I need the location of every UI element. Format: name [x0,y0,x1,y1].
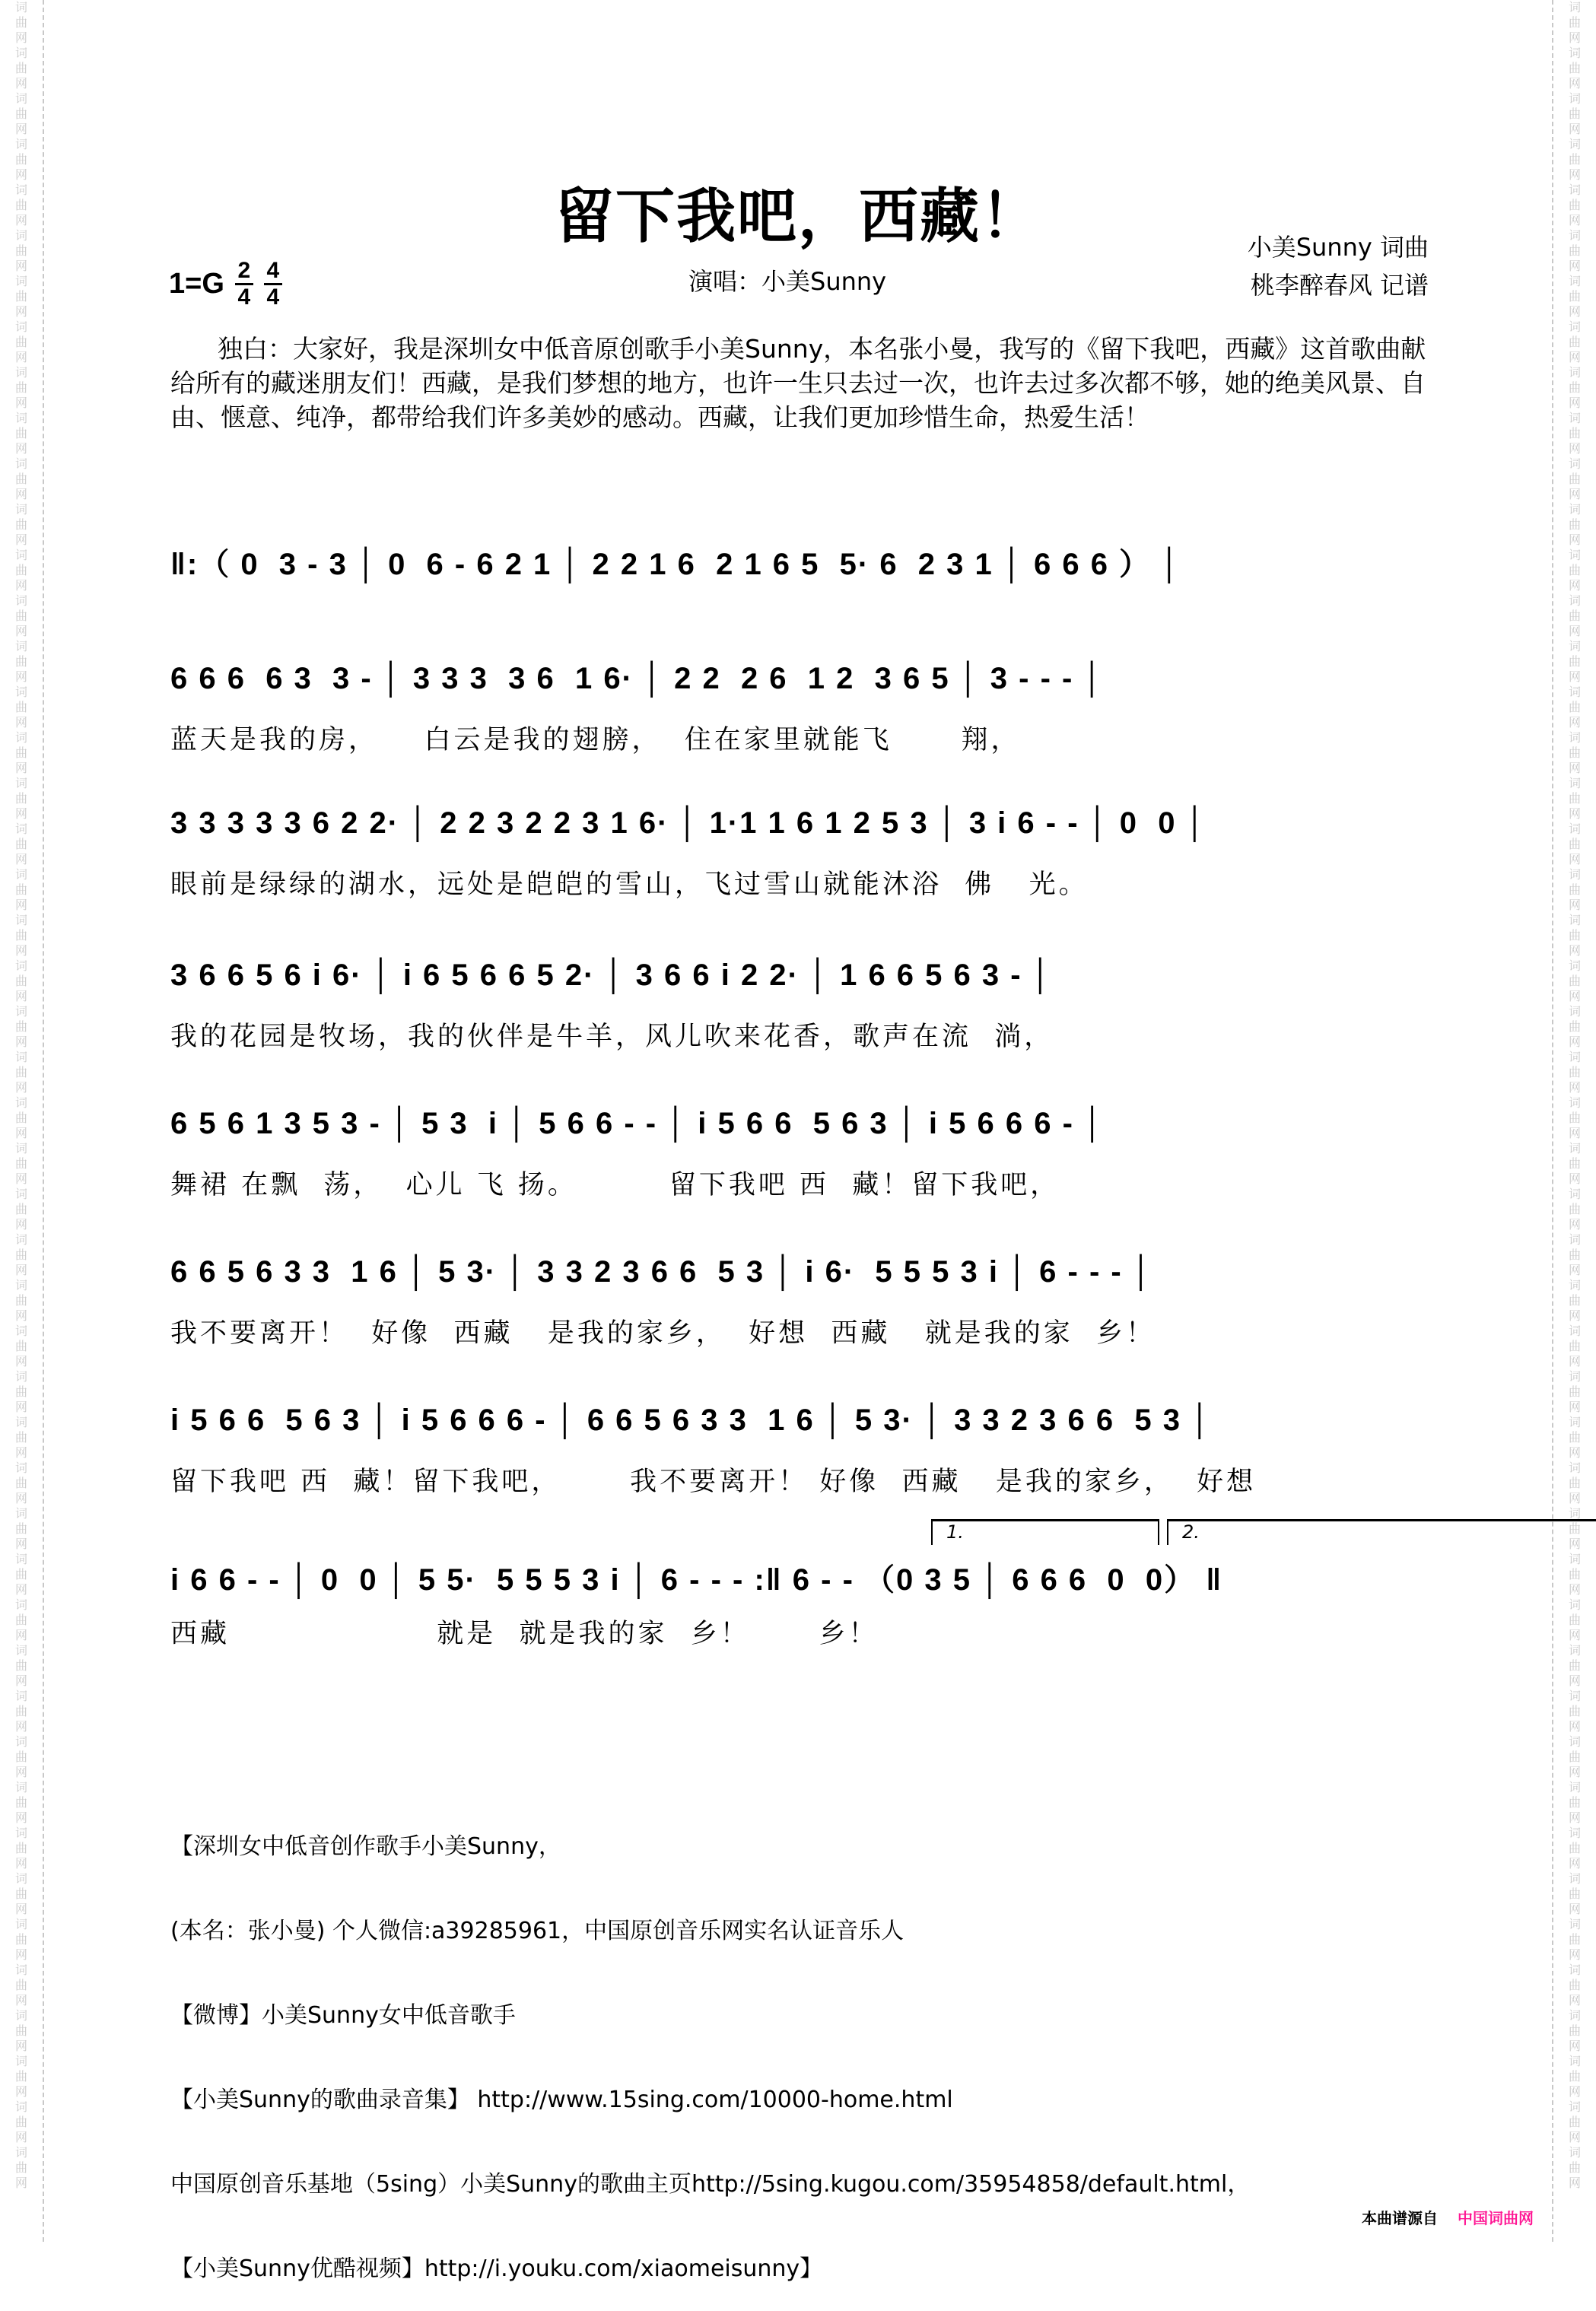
lyrics: 西藏 就是 就是我的家 乡！ 乡！ [170,1619,879,1649]
lyrics: 我的花园是牧场，我的伙伴是牛羊，风儿吹来花香，歌声在流 淌， [170,1022,1054,1052]
key-label: 1=G [169,268,224,300]
footer-line: 【微博】小美Sunny女中低音歌手 [170,2002,516,2029]
notation: 6 5 6 1 3 5 3 - │ 5 3 i │ 5 6 6 - - │ i 5 6 6 5 6 3 │ i 5 6 6 6 - │ [170,1107,1105,1140]
lyrics: 眼前是绿绿的湖水，远处是皑皑的雪山，飞过雪山就能沐浴 佛 光。 [170,869,1089,900]
notation: 3 6 6 5 6 i 6· │ i 6 5 6 6 5 2· │ 3 6 6 i 2 2· │ 1 6 6 5 6 3 - │ [170,958,1053,992]
watermark-right [1552,0,1596,2242]
time-signature-1: $\frac{2}{4}$ [235,260,253,308]
lyricist-composer: 小美Sunny 词曲 [1247,233,1429,262]
source-credit [1362,2206,1534,2228]
score-line [170,1092,1433,1229]
key-signature [169,260,282,308]
score-line [170,1240,1433,1377]
watermark-stack: 词 曲 网 词 曲 网 词 曲 网 词 曲 网 词 曲 网 词 曲 网 词 曲 网 词 曲 网 词 曲 网 词 曲 网 词 曲 网 词 曲 网 词 曲 网 词 曲 网 词 曲 网 词 曲 网 词 曲 网 词 曲 网 词 曲 网 词 曲 网 词 曲 网 词 曲 网 词 曲 网 词 曲 网 词 曲 网 词 曲 网 词 曲 网 词 曲 网 词 曲 网 词 曲 网 词 曲 网 词 曲 网 词 曲 网 词 曲 网 词 曲 网 词 曲 网 词 曲 网 词 曲 网 词 曲 网 词 曲 网 词 曲 网 词 曲 网 词 曲 网 词 曲 网 词 曲 网 词 曲 网 词 曲 网 词 曲 网 [14,0,27,2190]
notation: 6 6 6 6 3 3 - │ 3 3 3 3 6 1 6· │ 2 2 2 6 1 2 3 6 5 │ 3 - - - │ [170,662,1105,695]
notation: i 5 6 6 5 6 3 │ i 5 6 6 6 - │ 6 6 5 6 3 3 1 6 │ 5 3· │ 3 3 2 3 6 6 5 3 │ [170,1403,1213,1437]
score-line [170,791,1433,928]
lyrics: 舞裙 在飘 荡， 心儿 飞 扬。 留下我吧 西 藏！留下我吧， [170,1170,1060,1200]
lyrics: 蓝天是我的房， 白云是我的翅膀， 住在家里就能飞 翔， [170,725,1021,755]
source-label: 本曲谱源自 [1362,2209,1438,2227]
notation: i 6 6 - - │ 0 0 │ 5 5· 5 5 5 3 i │ 6 - - - :‖ 6 - - （0 3 5 │ 6 6 6 0 0） ‖ [170,1563,1223,1597]
time-signature-2: $\frac{4}{4}$ [264,260,282,308]
footer-line: (本名：张小曼) 个人微信:a39285961，中国原创音乐网实名认证音乐人 [170,1918,905,1944]
score-line [170,1388,1433,1525]
volta-bracket: 2. [1167,1519,1596,1545]
singer: 演唱：小美Sunny [688,267,887,296]
lyrics: 我不要离开！ 好像 西藏 是我的家乡， 好想 西藏 就是我的家 乡！ [170,1318,1156,1349]
credits [1248,228,1429,304]
volta-bracket: 1. [931,1519,1159,1545]
score-line [170,647,1433,784]
song-title: 留下我吧，西藏！ [554,182,1041,251]
notation: ‖:（ 0 3 - 3 │ 0 6 - 6 2 1 │ 2 2 1 6 2 1 6 5 5· 6 2 3 1 │ 6 6 6 ） │ [170,548,1182,581]
source-brand-link[interactable]: 中国词曲网 [1458,2209,1534,2227]
score-line [170,943,1433,1080]
footer-link[interactable]: 中国原创音乐基地（5sing）小美Sunny的歌曲主页http://5sing.kugou.com/35954858/default.html， [170,2171,1251,2198]
footer-info [170,1776,1250,2311]
lyrics: 留下我吧 西 藏！留下我吧， 我不要离开！ 好像 西藏 是我的家乡， 好想 [170,1467,1257,1497]
score-line [170,525,1433,662]
monologue: 独白：大家好，我是深圳女中低音原创歌手小美Sunny，本名张小曼，我写的《留下我吧，西藏》这首歌曲献给所有的藏迷朋友们！西藏，是我们梦想的地方，也许一生只去过一次，也许去过多次都不够，她的绝美风景、自由、惬意、纯净，都带给我们许多美妙的感动。西藏，让我们更加珍惜生命，热爱生活！ [170,334,1426,432]
watermark-left [0,0,44,2242]
footer-link[interactable]: 【小美Sunny优酷视频】http://i.youku.com/xiaomeisunny】 [170,2255,823,2282]
transcriber: 桃李醉春风 记谱 [1250,271,1429,300]
score-line [170,1521,1433,1677]
notation: 3 3 3 3 3 6 2 2· │ 2 2 3 2 2 3 1 6· │ 1·1 1 6 1 2 5 3 │ 3 i 6 - - │ 0 0 │ [170,806,1207,840]
footer-link[interactable]: 【小美Sunny的歌曲录音集】 http://www.15sing.com/10000-home.html [170,2087,953,2113]
notation: 6 6 5 6 3 3 1 6 │ 5 3· │ 3 3 2 3 6 6 5 3 │ i 6· 5 5 5 3 i │ 6 - - - │ [170,1255,1153,1289]
watermark-stack: 词 曲 网 词 曲 网 词 曲 网 词 曲 网 词 曲 网 词 曲 网 词 曲 网 词 曲 网 词 曲 网 词 曲 网 词 曲 网 词 曲 网 词 曲 网 词 曲 网 词 曲 网 词 曲 网 词 曲 网 词 曲 网 词 曲 网 词 曲 网 词 曲 网 词 曲 网 词 曲 网 词 曲 网 词 曲 网 词 曲 网 词 曲 网 词 曲 网 词 曲 网 词 曲 网 词 曲 网 词 曲 网 词 曲 网 词 曲 网 词 曲 网 词 曲 网 词 曲 网 词 曲 网 词 曲 网 词 曲 网 词 曲 网 词 曲 网 词 曲 网 词 曲 网 词 曲 网 词 曲 网 词 曲 网 词 曲 网 [1568,0,1581,2190]
footer-line: 【深圳女中低音创作歌手小美Sunny， [170,1833,561,1860]
